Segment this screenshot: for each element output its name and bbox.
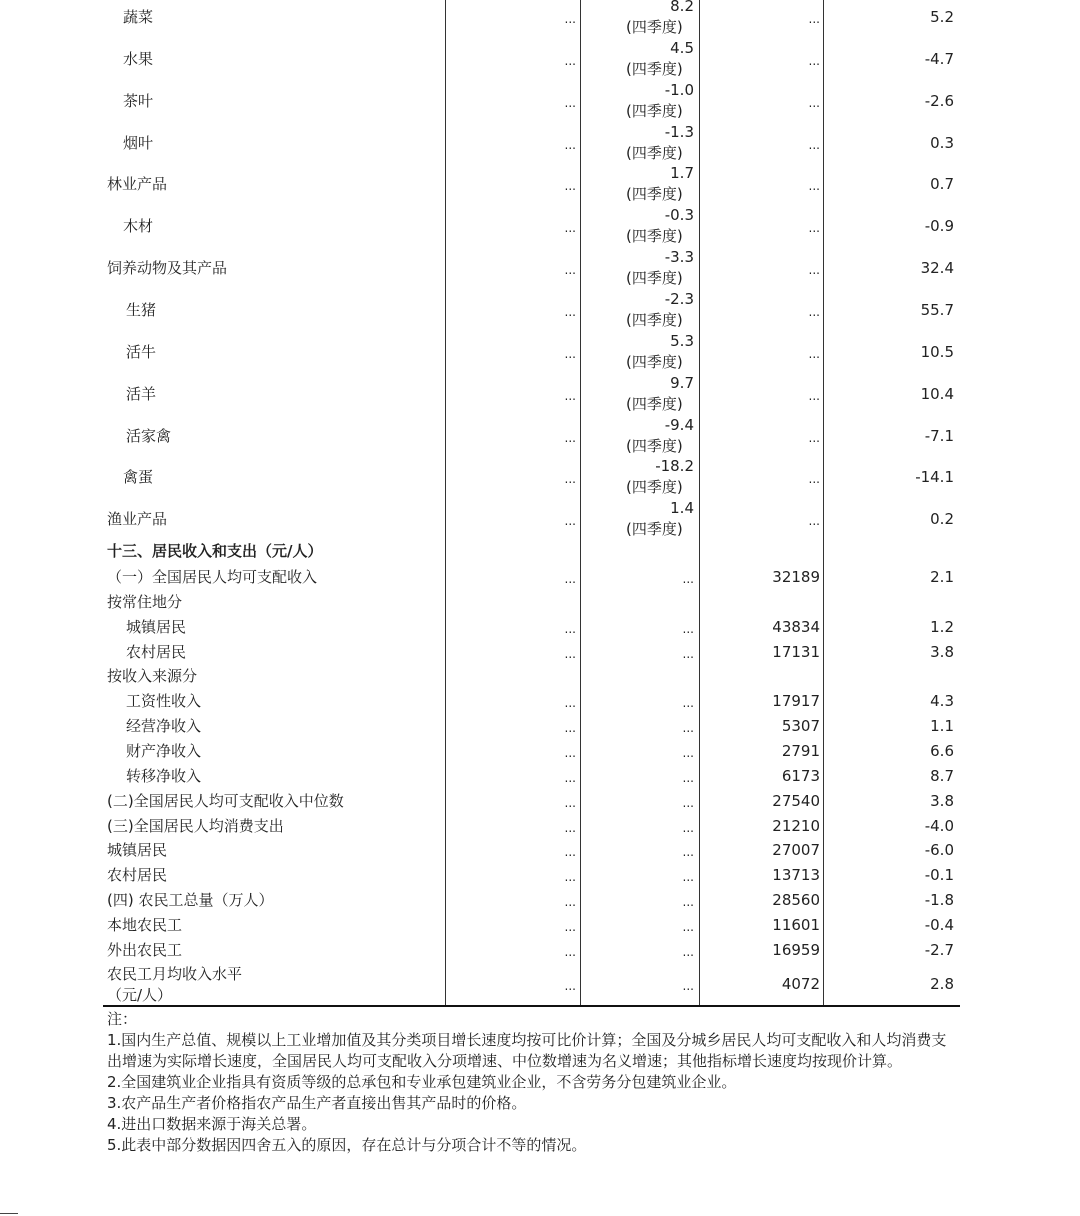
row-label: 蔬菜 (123, 8, 154, 26)
note-heading: 注： (107, 1010, 138, 1028)
cell-col4: 6.6 (930, 741, 954, 760)
cell-col3: ... (808, 221, 820, 236)
cell-col4: -0.9 (924, 217, 954, 236)
cell-col1: ... (564, 979, 576, 993)
cell-col4: 3.8 (930, 642, 954, 661)
cell-col4: 4.3 (930, 692, 954, 711)
cell-col4: 55.7 (920, 300, 954, 319)
cell-col2: ... (682, 870, 694, 885)
cell-col3: 27007 (772, 841, 820, 860)
cell-col3: 11601 (772, 915, 820, 934)
cell-col2-period-note: (四季度) (626, 269, 683, 288)
row-label: (四) 农民工总量（万人） (107, 891, 274, 910)
row-label: 禽蛋 (123, 468, 154, 487)
row-label: 渔业产品 (107, 510, 168, 529)
note-item: 4.进出口数据来源于海关总署。 (107, 1115, 317, 1133)
cell-col2: ... (682, 745, 694, 760)
cell-col4: -0.4 (924, 915, 954, 934)
cell-col2-period-note: (四季度) (626, 227, 683, 246)
cell-col1: ... (564, 795, 576, 810)
cell-col4: -4.0 (924, 816, 954, 835)
column-divider (823, 0, 824, 1006)
cell-col1: ... (564, 870, 576, 885)
cell-col4: -4.7 (924, 49, 954, 68)
row-label: 城镇居民 (107, 841, 168, 860)
cell-col4: 0.7 (930, 175, 954, 194)
cell-col3: 5307 (781, 717, 820, 736)
cell-col2-value: -1.0 (664, 80, 694, 99)
row-label-line1: 农民工月均收入水平 (107, 965, 243, 983)
row-label: 水果 (123, 49, 154, 68)
cell-col4: 8.7 (930, 766, 954, 785)
row-label: 经营净收入 (126, 717, 202, 736)
row-label: 生猪 (126, 300, 157, 319)
cell-col2: ... (682, 572, 694, 586)
cell-col4: 10.4 (920, 384, 954, 403)
column-divider (580, 0, 581, 1006)
cell-col2-period-note: (四季度) (626, 143, 683, 162)
row-label: 茶叶 (123, 91, 154, 110)
cell-col3: ... (808, 472, 820, 487)
cell-col1: ... (564, 430, 576, 445)
cell-col1: ... (564, 53, 576, 68)
row-label: (三)全国居民人均消费支出 (107, 816, 284, 835)
cell-col2-period-note: (四季度) (626, 310, 683, 329)
cell-col3: ... (808, 95, 820, 110)
cell-col4: 1.1 (930, 717, 954, 736)
cell-col3: 21210 (772, 816, 820, 835)
cell-col2: ... (682, 795, 694, 810)
cell-col2-value: 8.2 (670, 0, 694, 15)
cell-col1: ... (564, 895, 576, 910)
row-label: 活家禽 (126, 426, 172, 445)
cell-col3: ... (808, 304, 820, 319)
cell-col4: 10.5 (920, 342, 954, 361)
row-label: 活牛 (126, 342, 157, 361)
cell-col2-period-note: (四季度) (626, 478, 683, 497)
note-item: 1.国内生产总值、规模以上工业增加值及其分类项目增长速度均按可比价计算；全国及分城乡居民人均可支配收入和人均消费支出增速为实际增长速度，全国居民人均可支配收入分项增速、中位数增速为名义增速；其他指标增长速度均按现价计算。 (107, 1031, 947, 1070)
cell-col1: ... (564, 95, 576, 110)
cell-col1: ... (564, 820, 576, 835)
cell-col2: ... (682, 646, 694, 661)
cell-col1: ... (564, 646, 576, 661)
cell-col4: 32.4 (920, 259, 954, 278)
cell-col3: 28560 (772, 891, 820, 910)
row-label: 活羊 (126, 384, 157, 403)
row-label-line2: （元/人） (107, 986, 173, 1004)
cell-col3: ... (808, 137, 820, 152)
cell-col2-period-note: (四季度) (626, 352, 683, 371)
cell-col3: 4072 (781, 975, 820, 993)
cell-col2-value: 9.7 (670, 373, 694, 392)
cell-col2-value: -2.3 (664, 289, 694, 308)
cell-col2-value: 4.5 (670, 38, 694, 57)
cell-col3: 27540 (772, 791, 820, 810)
cell-col2-period-note: (四季度) (626, 101, 683, 120)
page-edge-mark (0, 1213, 18, 1214)
row-label: 财产净收入 (126, 741, 202, 760)
cell-col2-period-note: (四季度) (626, 59, 683, 78)
row-label: 农村居民 (107, 866, 168, 885)
cell-col1: ... (564, 745, 576, 760)
row-label: 农村居民 (126, 642, 187, 661)
cell-col3: 2791 (781, 741, 820, 760)
cell-col4: -6.0 (924, 841, 954, 860)
table-bottom-rule (103, 1005, 960, 1007)
cell-col4: -2.6 (924, 91, 954, 110)
cell-col1: ... (564, 304, 576, 319)
cell-col2-value: -3.3 (664, 248, 694, 267)
row-label: 按常住地分 (107, 592, 183, 611)
row-label: 林业产品 (107, 175, 168, 194)
cell-col1: ... (564, 346, 576, 361)
note-item: 5.此表中部分数据因四舍五入的原因，存在总计与分项合计不等的情况。 (107, 1136, 587, 1154)
cell-col3: ... (808, 179, 820, 194)
cell-col4: -0.1 (924, 866, 954, 885)
cell-col2-value: -9.4 (664, 415, 694, 434)
cell-col2: ... (682, 721, 694, 736)
cell-col3: 43834 (772, 617, 820, 636)
cell-col4: 2.8 (930, 975, 954, 993)
cell-col4: -14.1 (915, 468, 954, 487)
cell-col3: 13713 (772, 866, 820, 885)
column-divider (445, 0, 446, 1006)
cell-col2: ... (682, 820, 694, 835)
row-label: 本地农民工 (107, 915, 183, 934)
cell-col3: ... (808, 514, 820, 529)
cell-col4: 0.2 (930, 510, 954, 529)
cell-col1: ... (564, 572, 576, 586)
cell-col1: ... (564, 12, 576, 26)
cell-col4: -1.8 (924, 891, 954, 910)
cell-col2: ... (682, 696, 694, 711)
cell-col4: 5.2 (930, 8, 954, 26)
cell-col1: ... (564, 514, 576, 529)
cell-col2-period-note: (四季度) (626, 394, 683, 413)
cell-col2: ... (682, 919, 694, 934)
cell-col1: ... (564, 944, 576, 959)
table-notes (107, 1009, 953, 1156)
row-label: (二)全国居民人均可支配收入中位数 (107, 791, 344, 810)
cell-col1: ... (564, 770, 576, 785)
section-title: 十三、居民收入和支出（元/人） (107, 542, 323, 560)
cell-col3: ... (808, 12, 820, 26)
cell-col2: ... (682, 944, 694, 959)
cell-col3: ... (808, 388, 820, 403)
cell-col2-value: 5.3 (670, 331, 694, 350)
cell-col2-value: -0.3 (664, 206, 694, 225)
row-label: （一）全国居民人均可支配收入 (107, 568, 318, 586)
cell-col4: -2.7 (924, 940, 954, 959)
cell-col3: 16959 (772, 940, 820, 959)
cell-col1: ... (564, 221, 576, 236)
cell-col2-period-note: (四季度) (626, 520, 683, 539)
cell-col3: 6173 (781, 766, 820, 785)
cell-col2: ... (682, 621, 694, 636)
cell-col3: 17917 (772, 692, 820, 711)
row-label: 工资性收入 (126, 692, 202, 711)
cell-col2-period-note: (四季度) (626, 18, 683, 36)
cell-col1: ... (564, 721, 576, 736)
cell-col1: ... (564, 472, 576, 487)
cell-col1: ... (564, 919, 576, 934)
cell-col2: ... (682, 895, 694, 910)
cell-col2-value: -18.2 (655, 457, 694, 476)
cell-col4: 0.3 (930, 133, 954, 152)
cell-col1: ... (564, 179, 576, 194)
cell-col1: ... (564, 388, 576, 403)
cell-col3: 32189 (772, 568, 820, 586)
cell-col1: ... (564, 621, 576, 636)
cell-col4: -7.1 (924, 426, 954, 445)
row-label: 木材 (123, 217, 154, 236)
cell-col4: 1.2 (930, 617, 954, 636)
cell-col1: ... (564, 137, 576, 152)
cell-col3: ... (808, 346, 820, 361)
cell-col3: ... (808, 430, 820, 445)
row-label: 烟叶 (123, 133, 154, 152)
note-item: 3.农产品生产者价格指农产品生产者直接出售其产品时的价格。 (107, 1094, 527, 1112)
cell-col2-value: 1.7 (670, 164, 694, 183)
note-item: 2.全国建筑业企业指具有资质等级的总承包和专业承包建筑业企业，不含劳务分包建筑业企业。 (107, 1073, 737, 1091)
cell-col2: ... (682, 979, 694, 993)
cell-col4: 2.1 (930, 568, 954, 586)
cell-col2: ... (682, 770, 694, 785)
row-label: 按收入来源分 (107, 667, 198, 686)
cell-col3: ... (808, 263, 820, 278)
cell-col2: ... (682, 845, 694, 860)
cell-col3: ... (808, 53, 820, 68)
column-divider (699, 0, 700, 1006)
cell-col1: ... (564, 263, 576, 278)
row-label: 城镇居民 (126, 617, 187, 636)
cell-col1: ... (564, 696, 576, 711)
cell-col4: 3.8 (930, 791, 954, 810)
row-label: 饲养动物及其产品 (107, 259, 228, 278)
cell-col2-value: -1.3 (664, 122, 694, 141)
cell-col3: 17131 (772, 642, 820, 661)
row-label: 外出农民工 (107, 940, 183, 959)
row-label: 转移净收入 (126, 766, 202, 785)
cell-col2-period-note: (四季度) (626, 185, 683, 204)
cell-col2-period-note: (四季度) (626, 436, 683, 455)
cell-col1: ... (564, 845, 576, 860)
cell-col2-value: 1.4 (670, 499, 694, 518)
